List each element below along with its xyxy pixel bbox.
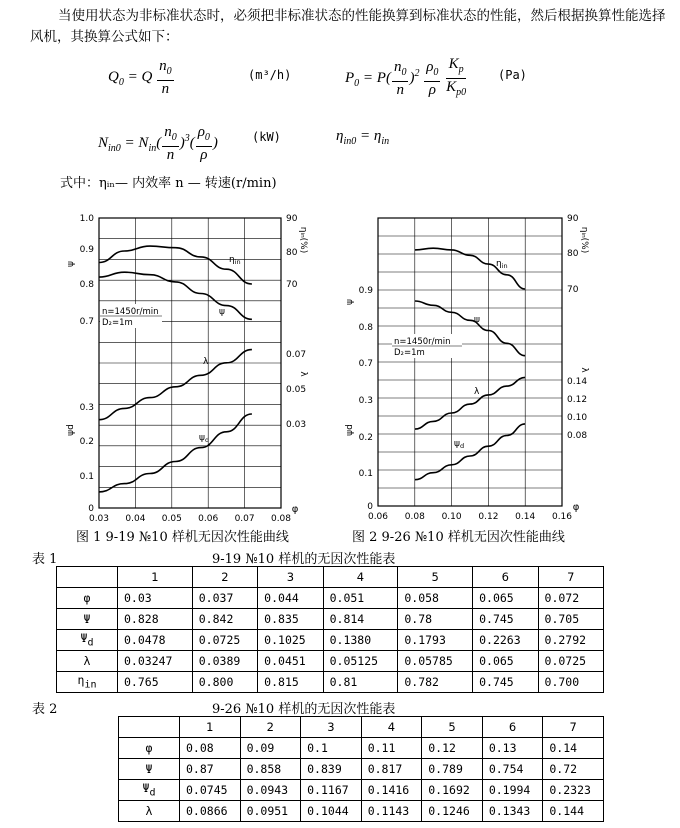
column-header: 5 [422,717,483,738]
right-tick-label: 80 [286,248,298,258]
symbol-note: 式中：ηᵢₙ— 内效率 n — 转速(r/min) [60,176,277,191]
x-tick-label: 0.08 [270,514,292,524]
row-label: $\eta_{in}$ [57,672,118,693]
table-cell: 0.1343 [482,801,543,822]
series-label-1: ψ [219,307,225,317]
table-cell: 0.782 [398,672,473,693]
left-tick-label: 0.3 [79,403,94,413]
x-tick-label: 0.07 [234,514,255,524]
left-tick-label: 0.8 [358,323,373,333]
column-header: 5 [398,567,473,588]
formula-power-unit: (kW) [252,130,281,144]
table-cell: 0.0745 [180,780,241,801]
table-cell: 0.0725 [192,630,257,651]
series-label-1: ψ [474,315,480,325]
series-line-0 [415,248,525,289]
table-cell: 0.0389 [192,651,257,672]
left-tick-label: 0.3 [358,396,373,406]
table-cell: 0.814 [323,609,398,630]
table-cell: 0.2792 [538,630,603,651]
y-axis-label-right: ηᵢₙ(%) [579,226,589,254]
column-header [57,567,118,588]
column-header: 3 [258,567,323,588]
right-tick-label: 80 [567,249,579,259]
left-tick-label: 0 [88,504,94,514]
row-label: φ [57,588,118,609]
table-cell: 0.144 [543,801,604,822]
x-axis-label: φ [291,504,299,515]
table-cell: 0.0451 [258,651,323,672]
table-cell: 0.051 [323,588,398,609]
table-cell: 0.72 [543,759,604,780]
series-line-2 [99,350,252,420]
row-label: $\Psi_d$ [57,630,118,651]
x-axis-label: φ [572,502,580,513]
series-line-0 [99,246,252,284]
column-header: 2 [240,717,301,738]
left-tick-label: 0.9 [79,245,94,255]
table-cell: 0.05785 [398,651,473,672]
table-cell: 0.05125 [323,651,398,672]
left-tick-label: 0.1 [79,472,94,482]
table-row [119,780,604,801]
table-cell: 0.1 [301,738,362,759]
column-header: 6 [482,717,543,738]
table-cell: 0.065 [473,588,538,609]
table-cell: 0.745 [473,672,538,693]
table-cell: 0.03 [118,588,193,609]
table-cell: 0.839 [301,759,362,780]
table-cell: 0.789 [422,759,483,780]
table-cell: 0.1025 [258,630,323,651]
table-cell: 0.754 [482,759,543,780]
table-cell: 0.09 [240,738,301,759]
column-header: 4 [323,567,398,588]
left-tick-label: 1.0 [79,214,94,224]
table-cell: 0.13 [482,738,543,759]
left-tick-label: 0.1 [358,469,373,479]
x-tick-label: 0.16 [551,512,573,522]
table-row [57,609,604,630]
y-axis-label-lambda: λ [579,367,589,373]
right-tick-label: 70 [286,280,298,290]
chart-1 [55,208,315,528]
row-label: Ψ [57,609,118,630]
row-label: λ [57,651,118,672]
table-2 [118,716,604,822]
formula-efficiency: $\eta_{in0} = \eta_{in}$ [336,128,390,147]
table-cell: 0.0725 [538,651,603,672]
annotation-speed: n=1450r/min [394,337,451,347]
y-axis-label-lambda: λ [298,371,308,377]
formula-pressure-unit: (Pa) [498,68,527,82]
right-tick-label: 0.10 [567,413,588,423]
table-cell: 0.2263 [473,630,538,651]
table-cell: 0.1692 [422,780,483,801]
table-cell: 0.2323 [543,780,604,801]
table-row [119,801,604,822]
table-cell: 0.037 [192,588,257,609]
table-1-label: 表 1 [32,552,58,567]
x-tick-label: 0.08 [404,512,425,522]
table-1 [56,566,604,693]
table-cell: 0.828 [118,609,193,630]
table-cell: 0.78 [398,609,473,630]
table-cell: 0.1044 [301,801,362,822]
x-tick-label: 0.14 [515,512,536,522]
x-tick-label: 0.05 [161,514,182,524]
column-header: 1 [118,567,193,588]
table-row [119,738,604,759]
table-cell: 0.08 [180,738,241,759]
series-line-3 [99,414,252,492]
table-cell: 0.1246 [422,801,483,822]
series-label-3: $\psi_d$ [199,433,210,444]
table-row [57,630,604,651]
table-cell: 0.1380 [323,630,398,651]
series-label-0: $\eta_{in}$ [229,255,241,266]
table-row [57,588,604,609]
table-cell: 0.14 [543,738,604,759]
table-cell: 0.11 [361,738,422,759]
left-tick-label: 0.8 [79,280,94,290]
table-cell: 0.0951 [240,801,301,822]
table-cell: 0.065 [473,651,538,672]
series-label-0: $\eta_{in}$ [496,259,508,270]
left-tick-label: 0 [367,502,373,512]
table-cell: 0.0866 [180,801,241,822]
chart-1-caption: 图 1 9-19 №10 样机无因次性能曲线 [76,530,289,545]
left-tick-label: 0.9 [358,286,373,296]
table-cell: 0.03247 [118,651,193,672]
left-tick-label: 0.2 [358,433,373,443]
table-row [119,759,604,780]
table-cell: 0.0943 [240,780,301,801]
table-row [57,672,604,693]
y-axis-label-left: ψ [66,261,76,267]
right-tick-label: 0.05 [286,385,307,395]
table-cell: 0.815 [258,672,323,693]
x-tick-label: 0.03 [88,514,110,524]
table-cell: 0.044 [258,588,323,609]
right-tick-label: 0.14 [567,377,588,387]
table-cell: 0.0478 [118,630,193,651]
series-line-2 [415,377,525,429]
column-header: 7 [538,567,603,588]
table-cell: 0.12 [422,738,483,759]
table-cell: 0.765 [118,672,193,693]
x-tick-label: 0.10 [441,512,462,522]
table-cell: 0.700 [538,672,603,693]
right-tick-label: 0.07 [286,350,307,360]
table-cell: 0.858 [240,759,301,780]
table-cell: 0.1793 [398,630,473,651]
right-tick-label: 70 [567,285,579,295]
column-header: 3 [301,717,362,738]
table-cell: 0.072 [538,588,603,609]
formula-flow-unit: (m³/h) [248,68,292,82]
formula-flow: $Q_0 = Q$ $\frac{n_0}{n}$ [108,58,172,97]
table-cell: 0.1994 [482,780,543,801]
table-cell: 0.835 [258,609,323,630]
formula-power: $N_{in0} = N_{in}$( $\frac{n_0}{n}$ )$^3$( $\frac{\rho_0}{\rho}$ ) [98,124,218,163]
column-header [119,717,180,738]
y-axis-label-left: ψ [345,299,355,305]
left-tick-label: 0.7 [79,317,94,327]
right-tick-label: 0.03 [286,420,307,430]
chart-2 [345,208,610,528]
right-tick-label: 90 [567,214,579,224]
chart-2-caption: 图 2 9-26 №10 样机无因次性能曲线 [352,530,565,545]
annotation-speed: n=1450r/min [102,307,159,317]
x-tick-label: 0.04 [125,514,146,524]
column-header: 1 [180,717,241,738]
intro-paragraph: 当使用状态为非标准状态时，必须把非标准状态的性能换算到标准状态的性能，然后根据换算性能选择风机，其换算公式如下： [30,8,666,45]
table-cell: 0.817 [361,759,422,780]
table-2-title: 9-26 №10 样机的无因次性能表 [212,702,396,717]
right-tick-label: 90 [286,214,298,224]
right-tick-label: 0.12 [567,395,588,405]
series-label-3: $\psi_d$ [454,439,465,450]
series-label-2: λ [203,357,209,367]
table-cell: 0.1143 [361,801,422,822]
table-1-title: 9-19 №10 样机的无因次性能表 [212,552,396,567]
right-tick-label: 0.08 [567,431,588,441]
x-tick-label: 0.12 [478,512,499,522]
y-axis-label-right: ηᵢₙ(%) [298,226,308,254]
row-label: Ψ [119,759,180,780]
table-cell: 0.87 [180,759,241,780]
column-header: 6 [473,567,538,588]
left-tick-label: 0.7 [358,359,373,369]
column-header: 7 [543,717,604,738]
column-header: 2 [192,567,257,588]
table-cell: 0.705 [538,609,603,630]
table-cell: 0.745 [473,609,538,630]
row-label: $\Psi_d$ [119,780,180,801]
x-tick-label: 0.06 [367,512,389,522]
column-header: 4 [361,717,422,738]
left-tick-label: 0.2 [79,437,94,447]
row-label: λ [119,801,180,822]
x-tick-label: 0.06 [198,514,219,524]
table-cell: 0.842 [192,609,257,630]
table-cell: 0.81 [323,672,398,693]
annotation-diameter: D₂=1m [102,318,133,328]
table-cell: 0.800 [192,672,257,693]
y-axis-label-left-psid: ψd [345,424,355,436]
table-row [57,651,604,672]
table-cell: 0.1167 [301,780,362,801]
table-cell: 0.1416 [361,780,422,801]
formula-pressure: $P_0 = P$( $\frac{n_0}{n}$ )$^2$ $\frac{\rho_0}{\rho}$ $\frac{K_p}{K_{p0}}$ [345,56,467,98]
annotation-diameter: D₂=1m [394,348,425,358]
row-label: φ [119,738,180,759]
series-label-2: λ [474,387,480,397]
y-axis-label-left-psid: ψd [66,424,76,436]
table-cell: 0.058 [398,588,473,609]
table-2-label: 表 2 [32,702,58,717]
